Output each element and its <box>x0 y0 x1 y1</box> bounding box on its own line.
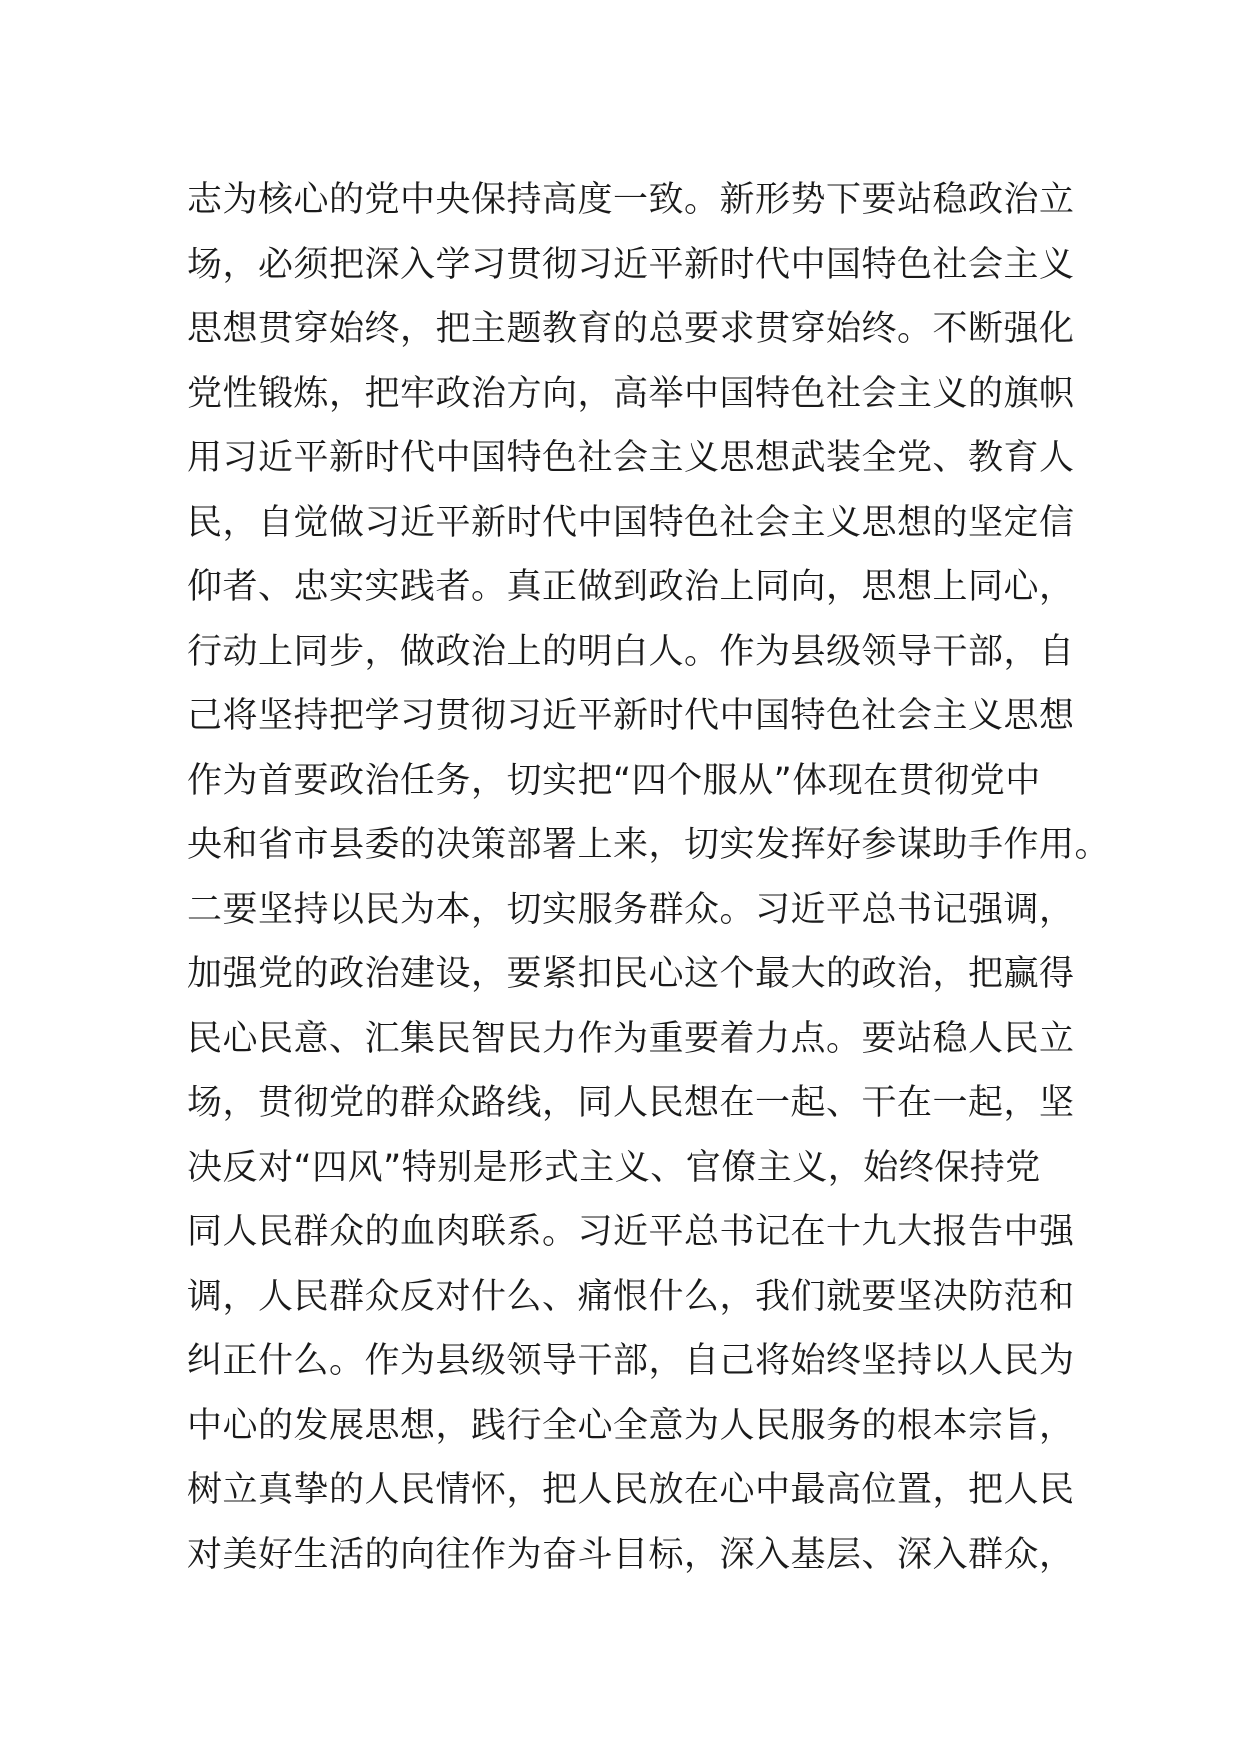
text-line: 己将坚持把学习贯彻习近平新时代中国特色社会主义思想 <box>187 696 1075 736</box>
text-line: 中心的发展思想，践行全心全意为人民服务的根本宗旨， <box>187 1405 1075 1446</box>
text-line: 志为核心的党中央保持高度一致。新形势下要站稳政治立 <box>187 180 1075 220</box>
text-line: 作为首要政治任务，切实把“四个服从”体现在贯彻党中 <box>187 760 1041 801</box>
body-text <box>187 168 1111 1587</box>
text-line: 决反对“四风”特别是形式主义、官僚主义，始终保持党 <box>187 1147 1041 1188</box>
text-line: 行动上同步，做政治上的明白人。作为县级领导干部，自 <box>187 631 1075 672</box>
text-line: 仰者、忠实实践者。真正做到政治上同向，思想上同心， <box>187 567 1075 607</box>
text-line: 树立真挚的人民情怀，把人民放在心中最高位置，把人民 <box>187 1470 1075 1510</box>
text-line: 思想贯穿始终，把主题教育的总要求贯穿始终。不断强化 <box>187 309 1075 349</box>
text-line: 加强党的政治建设，要紧扣民心这个最大的政治，把赢得 <box>187 954 1075 994</box>
text-line: 调，人民群众反对什么、痛恨什么，我们就要坚决防范和 <box>187 1276 1075 1317</box>
text-line: 场，必须把深入学习贯彻习近平新时代中国特色社会主义 <box>187 244 1075 285</box>
text-line: 用习近平新时代中国特色社会主义思想武装全党、教育人 <box>187 438 1075 478</box>
text-line: 民，自觉做习近平新时代中国特色社会主义思想的坚定信 <box>187 502 1075 543</box>
text-line: 民心民意、汇集民智民力作为重要着力点。要站稳人民立 <box>187 1018 1075 1059</box>
text-line: 二要坚持以民为本，切实服务群众。习近平总书记强调， <box>187 889 1075 930</box>
text-line: 对美好生活的向往作为奋斗目标，深入基层、深入群众， <box>187 1534 1075 1575</box>
text-line: 场，贯彻党的群众路线，同人民想在一起、干在一起，坚 <box>187 1083 1075 1123</box>
text-line: 纠正什么。作为县级领导干部，自己将始终坚持以人民为 <box>187 1341 1075 1381</box>
text-line: 党性锻炼，把牢政治方向，高举中国特色社会主义的旗帜 <box>187 373 1075 414</box>
text-line: 同人民群众的血肉联系。习近平总书记在十九大报告中强 <box>187 1212 1075 1252</box>
text-line: 央和省市县委的决策部署上来，切实发挥好参谋助手作用。 <box>187 825 1111 865</box>
